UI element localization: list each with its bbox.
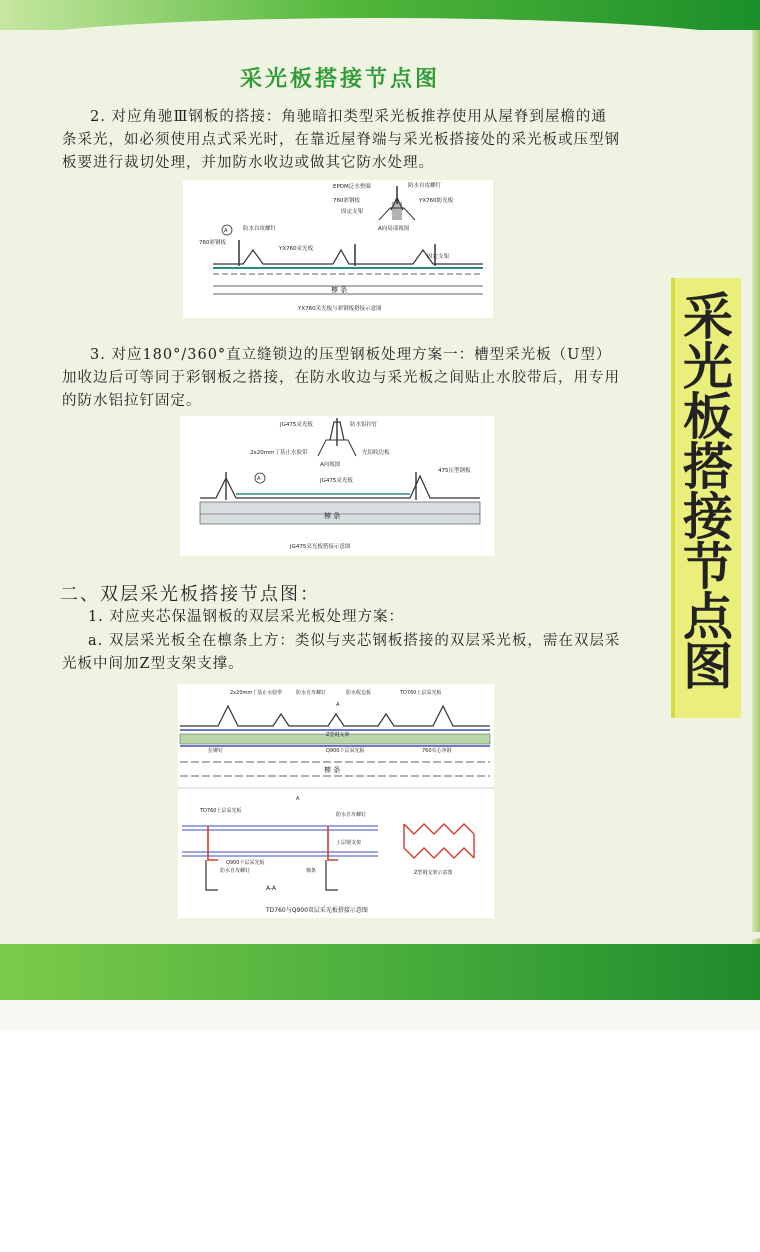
side-title-banner bbox=[671, 278, 741, 718]
fig1-caption: YX760采光板与彩钢板搭接示意图 bbox=[298, 306, 382, 312]
fig3-label-4: A bbox=[336, 702, 340, 708]
fig3-lower-0: TD760上层采光板 bbox=[200, 808, 242, 814]
fig1-label-1: 防水自攻螺钉 bbox=[408, 183, 442, 189]
fig2-label-9: A bbox=[257, 476, 261, 482]
fig1-label-11: 檩 条 bbox=[331, 286, 348, 294]
fig3-label-2: 防水收边板 bbox=[346, 690, 372, 696]
fig2-label-1: 防水铝拉钉 bbox=[350, 422, 378, 428]
fig1-label-6: 防水自攻螺钉 bbox=[243, 226, 277, 232]
fig3-label-5: Z型钢支架 bbox=[326, 732, 350, 738]
fig2-label-2: 2x20mm丁基止水胶带 bbox=[250, 450, 308, 456]
fig3-lower-3: Q900下层采光板 bbox=[226, 860, 265, 866]
fig3-label-0: 2x20mm丁基止水胶带 bbox=[230, 690, 283, 696]
fig1-label-9: 固定支架 bbox=[427, 254, 450, 260]
section-heading-2: 二、双层采光板搭接节点图： bbox=[60, 584, 320, 605]
fig1-label-10: A bbox=[224, 228, 228, 234]
fig3-caption: TD760与Q900双层采光板搭接示意图 bbox=[266, 907, 368, 914]
fig3-label-3: TD760上层采光板 bbox=[400, 690, 442, 696]
figure-td760-q900-lap bbox=[178, 684, 494, 918]
paragraph-3: 3. 对应180°/360°直立缝锁边的压型钢板处理方案一：槽型采光板（U型）加收边后可等同于彩钢板之搭接，在防水收边与采光板之间贴止水胶带后，用专用的防水铝拉钉固定。 bbox=[62, 347, 620, 409]
paragraph-2: 2. 对应角驰Ⅲ钢板的搭接：角驰暗扣类型采光板推荐使用从屋脊到屋檐的通条采光，如必须使用点式采光时，在靠近屋脊端与采光板搭接处的采光板或压型钢板要进行裁切处理，并加防水收边或做其它防水处理。 bbox=[62, 109, 620, 171]
fig1-label-8: YX760采光板 bbox=[279, 246, 314, 252]
figure-jg475-lap bbox=[180, 416, 494, 556]
fig2-label-8: 檩 条 bbox=[324, 512, 341, 520]
fig3-label-9: 檩 条 bbox=[324, 766, 341, 774]
page-edge bbox=[752, 30, 760, 970]
side-title: 采光板搭接节点图 bbox=[683, 287, 733, 696]
fig1-label-2: 760彩钢板 bbox=[333, 198, 360, 204]
page-title: 采光板搭接节点图 bbox=[239, 66, 440, 92]
figure-yx760-lap bbox=[183, 180, 493, 318]
fig2-label-6: JG475采光板 bbox=[320, 478, 353, 484]
paragraph-2-1: 1. 对应夹芯保温钢板的双层采光板处理方案： bbox=[88, 609, 404, 625]
fig2-label-3: 光铝收边板 bbox=[362, 450, 390, 456]
fig3-lower-1: 防水自攻螺钉 bbox=[336, 812, 367, 818]
fig2-label-5: 475压型钢板 bbox=[438, 468, 471, 474]
fig3-label-7: Q900下层采光板 bbox=[326, 748, 365, 754]
fig3-lower-2: 上层钢支架 bbox=[336, 840, 362, 846]
fig3-label-8: 760夹心净钢 bbox=[422, 748, 452, 754]
fig1-label-0: EPDM泛水垫圈 bbox=[333, 184, 371, 190]
fig1-label-5: A向局部视图 bbox=[378, 226, 410, 232]
fig3-label-6: 拉铆钉 bbox=[208, 748, 224, 754]
paragraph-2-a: a. 双层采光板全在檩条上方：类似与夹芯钢板搭接的双层采光板，需在双层采光板中间加Z型支架支撑。 bbox=[62, 633, 621, 672]
fig3-lower-5: 檩条 bbox=[306, 868, 317, 874]
fig1-label-3: YX760防光板 bbox=[419, 198, 454, 204]
fig2-caption: JG475采光板搭接示意图 bbox=[290, 544, 351, 550]
fig1-label-7: 760彩钢板 bbox=[199, 240, 226, 246]
page-bottom-strip bbox=[0, 1000, 760, 1030]
fig3-lower-4: 防水自攻螺钉 bbox=[220, 868, 251, 874]
fig2-label-0: JG475采光板 bbox=[280, 422, 313, 428]
fig3-lower-6: A-A bbox=[266, 885, 277, 892]
fig2-label-4: A向视图 bbox=[320, 462, 341, 468]
fig1-label-4: 固定支架 bbox=[341, 209, 364, 215]
fig3-label-1: 防水自攻螺钉 bbox=[296, 690, 327, 696]
fig3-lower-7: Z型钢支架示意图 bbox=[414, 870, 453, 876]
fig3-lower-8: A bbox=[296, 796, 300, 802]
